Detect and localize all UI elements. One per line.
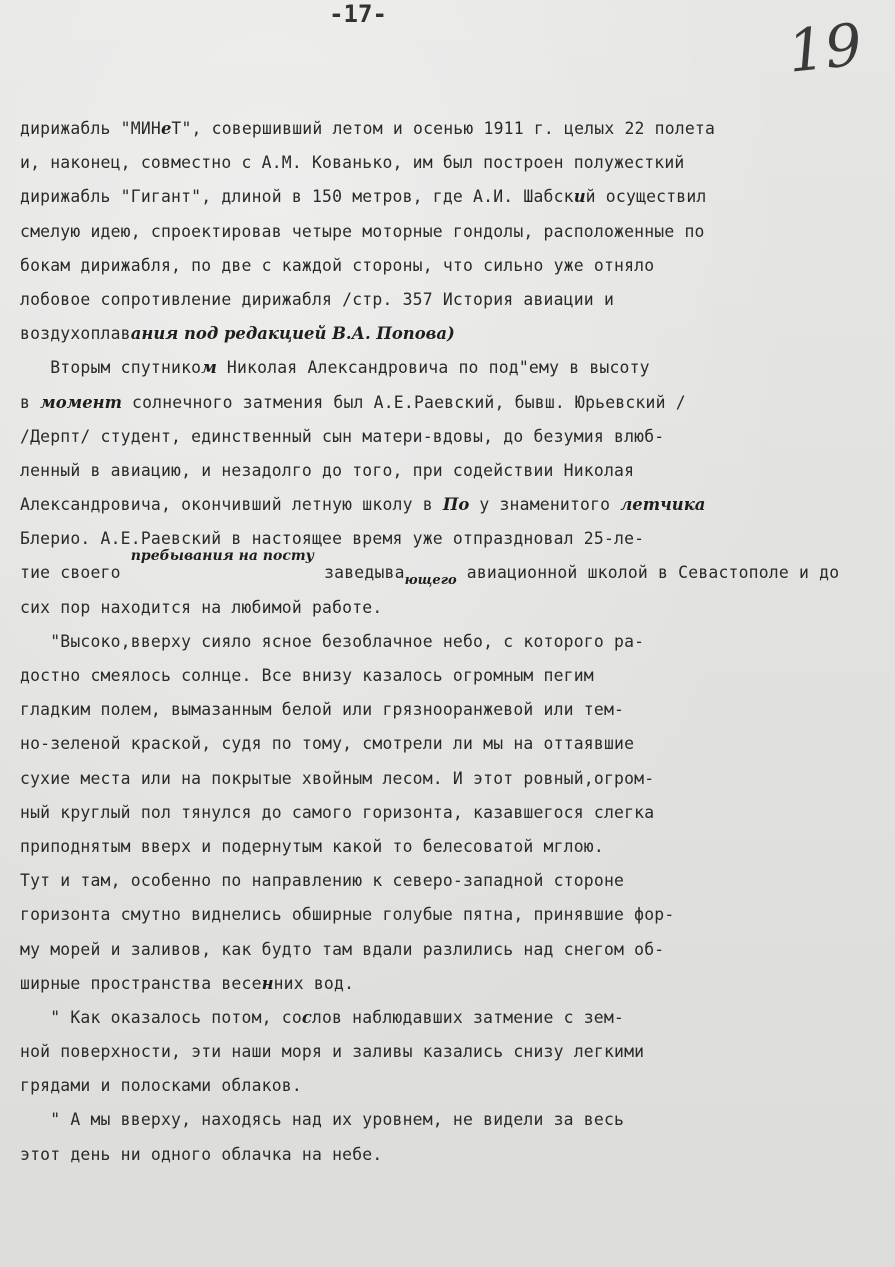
typed-text: " А мы вверху, находясь над их уровнем, не видели за весь <box>20 1110 625 1130</box>
typed-text: гладким полем, вымазанным белой или грязнооранжевой или тем- <box>20 700 625 720</box>
typed-text: лов наблюдавших затмение с зем- <box>311 1007 624 1027</box>
text-line <box>20 933 870 967</box>
text-line <box>20 625 870 659</box>
handwritten-correction: м <box>201 358 217 378</box>
text-line <box>20 386 870 420</box>
text-line <box>20 967 870 1001</box>
typed-text: /Дерпт/ студент, единственный сын матери-вдовы, до безумия влюб- <box>20 426 665 446</box>
text-line <box>20 693 870 727</box>
typed-text: Николая Александровича по под"ему в высоту <box>216 358 650 378</box>
typed-text: этот день ни одного облачка на небе. <box>20 1144 383 1164</box>
typed-text: грядами и полосками облаков. <box>20 1076 302 1096</box>
text-line <box>20 830 870 864</box>
text-line <box>20 1069 870 1103</box>
text-line <box>20 283 870 317</box>
typed-text: но-зеленой краской, судя по тому, смотрели ли мы на оттаявшие <box>20 734 635 754</box>
text-line <box>20 215 870 249</box>
typed-text: Т", совершивший летом и осенью 1911 г. целых 22 полета <box>171 119 716 138</box>
typed-text: дирижабль "МИН <box>20 119 161 138</box>
text-line <box>20 727 870 761</box>
typed-text: заведыва <box>314 563 405 583</box>
typed-text: и, наконец, совместно с А.М. Кованько, им был построен полужесткий <box>20 153 685 173</box>
text-line <box>20 488 870 522</box>
handwritten-correction: момент <box>40 392 122 412</box>
typed-text: солнечного затмения был А.Е.Раевский, бывш. Юрьевский / <box>121 392 686 412</box>
text-line <box>20 351 870 385</box>
text-line <box>20 659 870 693</box>
typed-text: сухие места или на покрытые хвойным лесом. И этот ровный,огром- <box>20 768 655 788</box>
text-line <box>20 317 870 351</box>
typed-text: горизонта смутно виднелись обширные голубые пятна, принявшие фор- <box>20 905 675 925</box>
text-line <box>20 180 870 214</box>
typed-text: приподнятым вверх и подернутым какой то белесоватой мглою. <box>20 836 604 856</box>
typed-text: му морей и заливов, как будто там вдали разлились над снегом об- <box>20 939 665 959</box>
handwritten-correction: летчика <box>620 495 706 515</box>
typed-text: достно смеялось солнце. Все внизу казалось огромным пегим <box>20 666 594 685</box>
handwritten-correction: ющего <box>404 573 457 589</box>
typed-text: лобовое сопротивление дирижабля /стр. 357 История авиации и <box>20 289 615 309</box>
text-line <box>20 249 870 283</box>
typed-text: ный круглый пол тянулся до самого горизонта, казавшегося слегка <box>20 802 655 822</box>
typed-text: "Высоко,вверху сияло ясное безоблачное небо, с которого ра- <box>20 631 645 651</box>
text-line <box>20 548 870 590</box>
typed-text: дирижабль "Гигант", длиной в 150 метров, где А.И. Шабск <box>20 187 574 207</box>
text-line <box>20 1138 870 1172</box>
typed-text: тие своего <box>20 563 131 583</box>
handwritten-correction: е <box>160 119 172 138</box>
typed-text: ленный в авиацию, и незадолго до того, при содействии Николая <box>20 460 635 480</box>
handwritten-correction: пребывания на посту <box>130 548 315 565</box>
handwritten-correction: н <box>261 973 274 993</box>
folio-number: 19 <box>784 10 866 86</box>
typed-text: " Как оказалось потом, со <box>20 1007 302 1027</box>
typed-text: сих пор находится на любимой работе. <box>20 597 383 617</box>
text-line <box>20 591 870 625</box>
handwritten-correction: По <box>442 495 470 515</box>
typed-text: них вод. <box>273 973 355 993</box>
typed-text: в <box>20 392 41 412</box>
body-text <box>20 112 870 1172</box>
text-line <box>20 1103 870 1137</box>
typed-text: у знаменитого <box>469 495 621 515</box>
text-line <box>20 1035 870 1069</box>
handwritten-correction: с <box>301 1007 312 1027</box>
text-line <box>20 146 870 180</box>
text-line <box>20 112 870 146</box>
text-line <box>20 762 870 796</box>
typed-text: смелую идею, спроектировав четыре моторные гондолы, расположенные по <box>20 221 705 241</box>
text-line <box>20 454 870 488</box>
typed-text: й осуществил <box>585 187 707 207</box>
typed-text: Вторым спутнико <box>20 358 202 378</box>
typed-text: авиационной школой в Севастополе и до <box>456 563 840 583</box>
text-line <box>20 420 870 454</box>
page-number: -17- <box>329 0 387 28</box>
typed-text: Блерио. А.Е.Раевский в настоящее время уже отпраздновал 25-ле- <box>20 529 645 549</box>
handwritten-correction: ания под редакцией В.А. Попова) <box>130 324 455 344</box>
typed-text: бокам дирижабля, по две с каждой стороны, что сильно уже отняло <box>20 255 655 275</box>
typed-text: Тут и там, особенно по направлению к северо-западной стороне <box>20 871 625 891</box>
text-line <box>20 1001 870 1035</box>
typed-text: Александровича, окончивший летную школу в <box>20 495 443 515</box>
text-line <box>20 864 870 898</box>
typed-text: ной поверхности, эти наши моря и заливы казались снизу легкими <box>20 1042 645 1062</box>
text-line <box>20 898 870 932</box>
handwritten-correction: и <box>573 187 586 207</box>
typed-text: ширные пространства весе <box>20 973 262 993</box>
typed-text: воздухоплав <box>20 324 131 344</box>
text-line <box>20 796 870 830</box>
